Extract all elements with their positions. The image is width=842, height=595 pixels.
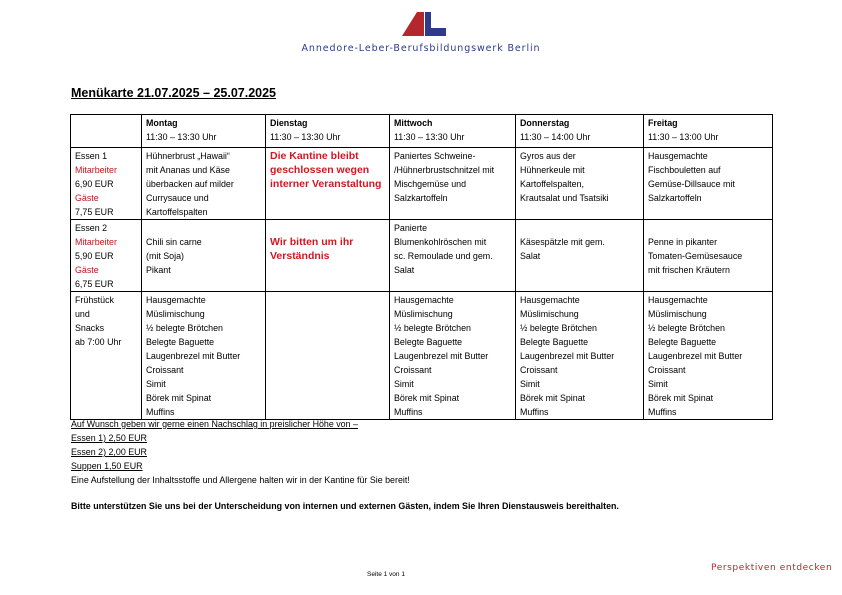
- nachschlag-price-essen2: Essen 2) 2,00 EUR: [71, 447, 147, 457]
- day-header-dienstag: [266, 115, 390, 148]
- snack-item: Müslimischung: [394, 309, 453, 319]
- day-time: 11:30 – 14:00 Uhr: [520, 132, 591, 142]
- day-name: Dienstag: [270, 118, 308, 128]
- row-label: Essen 2: [75, 223, 108, 233]
- day-header-mittwoch: [390, 115, 516, 148]
- dish-donnerstag-essen1: Gyros aus der Hühnerkeule mit Kartoffelspalten, Krautsalat und Tsatsiki: [516, 148, 644, 220]
- table-header-row: [71, 115, 773, 148]
- snack-item: Croissant: [520, 365, 558, 375]
- snack-list-mittwoch: [390, 292, 516, 420]
- guest-price: 7,75 EUR: [75, 207, 114, 217]
- logo-icon: [402, 12, 446, 36]
- snack-item: Simit: [520, 379, 540, 389]
- snack-item: Hausgemachte: [394, 295, 454, 305]
- day-time: 11:30 – 13:30 Uhr: [394, 132, 465, 142]
- corner-cell: [71, 115, 142, 148]
- snack-list-montag: [142, 292, 266, 420]
- day-header-montag: [142, 115, 266, 148]
- snack-item: Simit: [394, 379, 414, 389]
- snack-item: ½ belegte Brötchen: [146, 323, 223, 333]
- day-name: Donnerstag: [520, 118, 570, 128]
- staff-label: Mitarbeiter: [75, 237, 117, 247]
- nachschlag-price-suppen: Suppen 1,50 EUR: [71, 461, 143, 471]
- snack-item: Laugenbrezel mit Butter: [394, 351, 489, 361]
- dish-montag-essen1: Hühnerbrust „Hawaii“ mit Ananas und Käse überbacken auf milder Currysauce und Kartoffelspalten: [142, 148, 266, 220]
- day-time: 11:30 – 13:30 Uhr: [270, 132, 341, 142]
- day-name: Montag: [146, 118, 178, 128]
- snack-item: Muffins: [648, 407, 677, 417]
- snack-item: Muffins: [146, 407, 175, 417]
- dish-freitag-essen2: Penne in pikanter Tomaten-Gemüsesauce mit frischen Kräutern: [644, 220, 773, 292]
- table-row-essen2: [71, 220, 773, 292]
- dish-mittwoch-essen2: Panierte Blumenkohlröschen mit sc. Remoulade und gem. Salat: [390, 220, 516, 292]
- snack-list-dienstag-empty: [266, 292, 390, 420]
- staff-price: 5,90 EUR: [75, 251, 114, 261]
- snack-item: Muffins: [394, 407, 423, 417]
- snack-item: Belegte Baguette: [394, 337, 463, 347]
- snack-item: ½ belegte Brötchen: [394, 323, 471, 333]
- staff-label: Mitarbeiter: [75, 165, 117, 175]
- snack-item: Hausgemachte: [648, 295, 708, 305]
- dish-freitag-essen1: Hausgemachte Fischbouletten auf Gemüse-Dillsauce mit Salzkartoffeln: [644, 148, 773, 220]
- snack-item: Croissant: [394, 365, 432, 375]
- guest-price: 6,75 EUR: [75, 279, 114, 289]
- snack-list-donnerstag: [516, 292, 644, 420]
- closure-notice-cell: [266, 148, 390, 220]
- closure-notice: Die Kantine bleibt geschlossen wegen interner Veranstaltung: [270, 150, 382, 190]
- page-title: Menükarte 21.07.2025 – 25.07.2025: [71, 86, 277, 100]
- guest-label: Gäste: [75, 265, 99, 275]
- snack-item: Börek mit Spinat: [520, 393, 586, 403]
- day-header-donnerstag: [516, 115, 644, 148]
- row-label: Essen 1: [75, 151, 108, 161]
- nachschlag-price-essen1: Essen 1) 2,50 EUR: [71, 433, 147, 443]
- snack-item: ½ belegte Brötchen: [520, 323, 597, 333]
- guest-label: Gäste: [75, 193, 99, 203]
- snack-item: Müslimischung: [520, 309, 579, 319]
- snack-item: Muffins: [520, 407, 549, 417]
- snack-item: Belegte Baguette: [648, 337, 717, 347]
- row-label-essen1: [71, 148, 142, 220]
- table-row-essen1: [71, 148, 773, 220]
- snack-item: Simit: [648, 379, 668, 389]
- snack-item: Müslimischung: [146, 309, 205, 319]
- page-number: Seite 1 von 1: [367, 571, 405, 578]
- row-label-essen2: [71, 220, 142, 292]
- day-time: 11:30 – 13:30 Uhr: [146, 132, 217, 142]
- notes-section: [71, 417, 410, 487]
- row-label-fruehstueck: [71, 292, 142, 420]
- snack-list-freitag: [644, 292, 773, 420]
- snack-item: ½ belegte Brötchen: [648, 323, 725, 333]
- day-name: Freitag: [648, 118, 678, 128]
- day-time: 11:30 – 13:00 Uhr: [648, 132, 719, 142]
- dish-montag-essen2: Chili sin carne (mit Soja) Pikant: [142, 220, 266, 292]
- snack-item: Hausgemachte: [520, 295, 580, 305]
- day-name: Mittwoch: [394, 118, 433, 128]
- snack-item: Croissant: [146, 365, 184, 375]
- snack-item: Laugenbrezel mit Butter: [520, 351, 615, 361]
- snack-item: Belegte Baguette: [146, 337, 215, 347]
- dish-mittwoch-essen1: Paniertes Schweine- /Hühnerbrustschnitzel mit Mischgemüse und Salzkartoffeln: [390, 148, 516, 220]
- snack-item: Croissant: [648, 365, 686, 375]
- apology-notice: Wir bitten um ihr Verständnis: [270, 236, 354, 262]
- staff-price: 6,90 EUR: [75, 179, 114, 189]
- id-card-appeal: Bitte unterstützen Sie uns bei der Unterscheidung von internen und externen Gästen, indem Sie Ihren Dienstausweis bereithalten.: [71, 501, 619, 511]
- snack-item: Börek mit Spinat: [146, 393, 212, 403]
- snack-item: Belegte Baguette: [520, 337, 589, 347]
- menu-table: [70, 114, 773, 420]
- row-label: Frühstück und Snacks ab 7:00 Uhr: [75, 295, 122, 347]
- day-header-freitag: [644, 115, 773, 148]
- organization-name: Annedore-Leber-Berufsbildungswerk Berlin: [301, 43, 541, 54]
- allergen-note: Eine Aufstellung der Inhaltsstoffe und Allergene halten wir in der Kantine für Sie bereit!: [71, 475, 410, 485]
- nachschlag-note: Auf Wunsch geben wir gerne einen Nachschlag in preislicher Höhe von –: [71, 419, 358, 429]
- snack-item: Börek mit Spinat: [394, 393, 460, 403]
- apology-cell: [266, 220, 390, 292]
- table-row-fruehstueck: [71, 292, 773, 420]
- snack-item: Börek mit Spinat: [648, 393, 714, 403]
- snack-item: Simit: [146, 379, 166, 389]
- snack-item: Laugenbrezel mit Butter: [146, 351, 241, 361]
- footer-slogan: Perspektiven entdecken: [711, 563, 833, 573]
- snack-item: Hausgemachte: [146, 295, 206, 305]
- snack-item: Müslimischung: [648, 309, 707, 319]
- dish-donnerstag-essen2: Käsespätzle mit gem. Salat: [516, 220, 644, 292]
- snack-item: Laugenbrezel mit Butter: [648, 351, 743, 361]
